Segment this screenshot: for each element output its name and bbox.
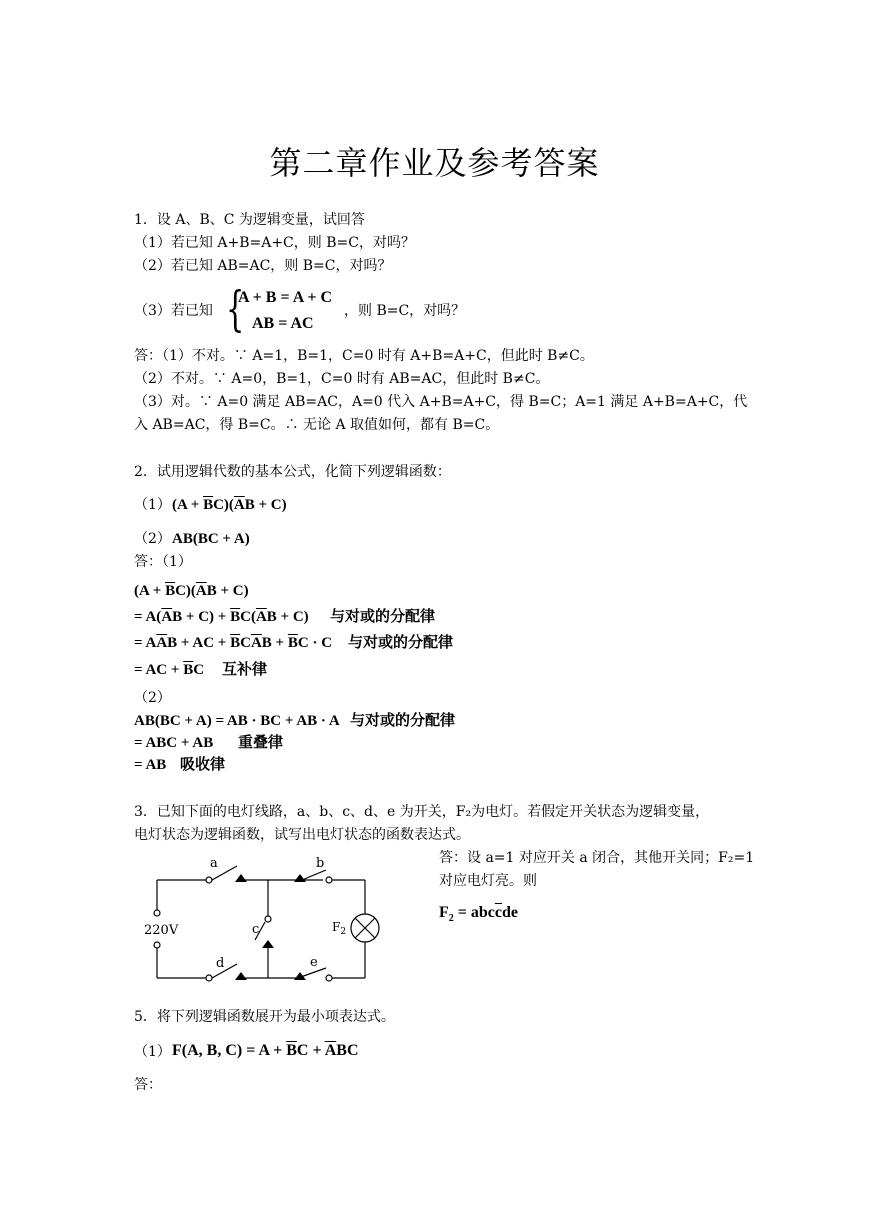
q2-part2-expression: AB(BC + A) xyxy=(172,531,250,547)
lamp-label: $F_2$ xyxy=(332,920,347,937)
q1-part3-suffix: ，则 B=C，对吗？ xyxy=(344,303,466,319)
switch-a-label: a xyxy=(210,856,218,871)
q2-s1-line2: = $A(\overline{A}B + C) + \overline{B}C(\overline{A}B + C)$ xyxy=(134,609,309,625)
q1-answer-1: 答：（1）不对。∵ A=1，B=1，C=0 时有 A+B=A+C，但此时 B≠C。 xyxy=(134,348,594,364)
q5-answer-label: 答： xyxy=(134,1077,162,1093)
q3-answer-expression: $F_2 = abc\overline{c}de$ xyxy=(439,904,519,925)
q2-s2-law-idempotent: 重叠律 xyxy=(238,735,284,751)
light-circuit-diagram xyxy=(140,850,390,986)
q2-stem: 2．试用逻辑代数的基本公式，化简下列逻辑函数： xyxy=(134,464,451,480)
q2-part1-expression: $(A + \overline{B}C)(\overline{A}B + C)$ xyxy=(172,497,287,513)
q2-s1-line1: $(A + \overline{B}C)(\overline{A}B + C)$ xyxy=(134,583,249,599)
q2-answer-label: 答：（1） xyxy=(134,554,192,570)
q1-answer-3-line2: 入 AB=AC，得 B=C。∴ 无论 A 取值如何，都有 B=C。 xyxy=(134,417,500,433)
q2-sub2-label: （2） xyxy=(134,690,171,706)
q2-s2-line1: AB(BC + A) = AB · BC + AB · A xyxy=(134,713,340,729)
left-brace: { xyxy=(226,281,245,337)
q2-s1-law-distributive-2: 与对或的分配律 xyxy=(348,635,454,651)
q1-part1: （1）若已知 A+B=A+C，则 B=C，对吗？ xyxy=(134,235,415,251)
q1-equation-1: A + B = A + C xyxy=(238,289,333,306)
q2-s2-law-distributive: 与对或的分配律 xyxy=(350,713,456,729)
q1-part2: （2）若已知 AB=AC，则 B=C，对吗？ xyxy=(134,258,392,274)
page-title: 第二章作业及参考答案 xyxy=(269,144,600,182)
q3-answer-line1: 答：设 a=1 对应开关 a 闭合，其他开关同；F₂=1 xyxy=(439,850,755,866)
q2-s1-line4: = AC + $\overline{B}C$ xyxy=(134,662,205,678)
q3-stem-line2: 电灯状态为逻辑函数，试写出电灯状态的函数表达式。 xyxy=(134,827,470,843)
q5-stem: 5．将下列逻辑函数展开为最小项表达式。 xyxy=(134,1009,395,1025)
switch-b-label: b xyxy=(316,856,325,871)
q2-s1-law-complement: 互补律 xyxy=(222,662,268,678)
q2-part2-label: （2） xyxy=(134,531,171,547)
q3-answer-line2: 对应电灯亮。则 xyxy=(439,873,537,889)
switch-c-label: c xyxy=(252,922,260,937)
q1-answer-3-line1: （3）对。∵ A=0 满足 AB=AC，A=0 代入 A+B=A+C，得 B=C；A=1 满足 A+B=A+C，代 xyxy=(134,394,748,410)
q2-s1-line3: = $A\overline{A}B$ + AC + $\overline{B}C\overline{A}B + \overline{B}C \cdot C$ xyxy=(134,635,333,651)
q2-s2-line3: = AB xyxy=(134,757,167,773)
switch-e-label: e xyxy=(310,955,318,970)
q1-answer-2: （2）不对。∵ A=0，B=1，C=0 时有 AB=AC，但此时 B≠C。 xyxy=(134,371,550,387)
switch-d-label: d xyxy=(216,956,225,971)
q5-part1-expression: F(A, B, $C) = A + \overline{B}C + \overline{A}BC$ xyxy=(172,1042,359,1059)
q2-part1-label: （1） xyxy=(134,497,171,513)
q2-s2-line2: = ABC + AB xyxy=(134,735,214,751)
q5-part1-label: （1） xyxy=(134,1044,171,1060)
q1-equation-2: AB = AC xyxy=(252,315,314,332)
voltage-label: 220V xyxy=(144,923,179,938)
q2-s2-law-absorption: 吸收律 xyxy=(180,757,226,773)
q2-s1-law-distributive-1: 与对或的分配律 xyxy=(330,609,436,625)
q1-stem: 1．设 A、B、C 为逻辑变量，试回答 xyxy=(134,212,365,228)
q3-stem-line1: 3．已知下面的电灯线路，a、b、c、d、e 为开关，F₂为电灯。若假定开关状态为逻辑变量， xyxy=(134,804,710,820)
q1-part3-prefix: （3）若已知 xyxy=(134,303,213,319)
